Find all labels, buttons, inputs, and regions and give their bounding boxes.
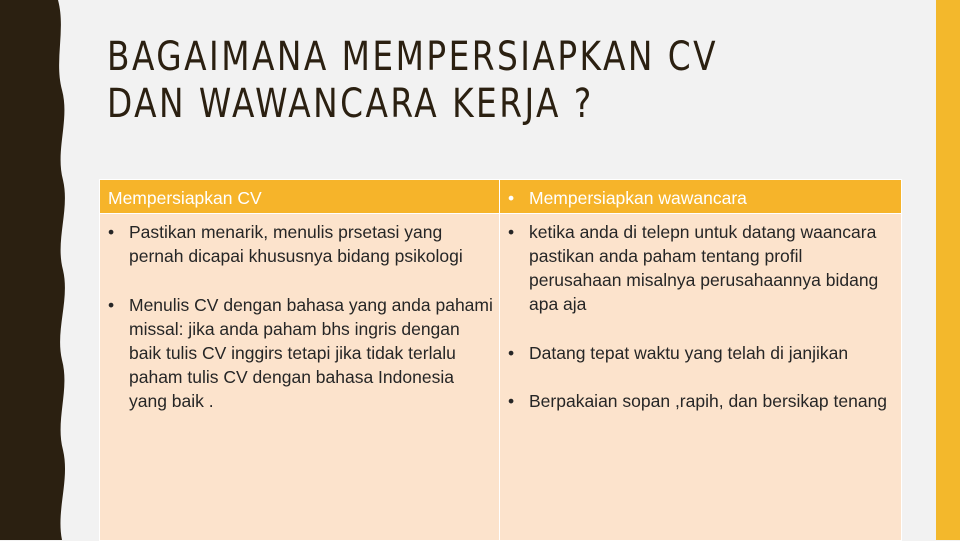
slide-title-line-2: DAN WAWANCARA KERJA ? [107, 81, 594, 127]
content-table [99, 179, 902, 541]
cell-cv-tips [100, 214, 500, 541]
list-item: • ketika anda di telepn untuk datang waancara pastikan anda paham tentang profil perusahaan misalnya perusahaannya bidang apa aja [508, 220, 895, 316]
cell-interview-tips [500, 214, 902, 541]
cv-tips-list [108, 220, 493, 413]
header-interview [500, 180, 902, 214]
list-item: • Pastikan menarik, menulis prsetasi yang pernah dicapai khususnya bidang psikologi [108, 220, 493, 268]
list-item: • Datang tepat waktu yang telah di janjikan [508, 341, 895, 365]
slide-title-line-1: BAGAIMANA MEMPERSIAPKAN CV [107, 34, 718, 80]
slide-title [107, 34, 763, 128]
list-item: • Berpakaian sopan ,rapih, dan bersikap tenang [508, 389, 895, 413]
table-body-row [100, 214, 902, 541]
interview-tips-list [508, 220, 895, 413]
decorative-right-bar [936, 0, 960, 540]
decorative-left-band [0, 0, 70, 540]
header-interview-label: • Mempersiapkan wawancara [508, 186, 893, 210]
table-header-row [100, 180, 902, 214]
header-cv: Mempersiapkan CV [100, 180, 500, 214]
list-item: • Menulis CV dengan bahasa yang anda pahami missal: jika anda paham bhs ingris dengan baik tulis CV inggirs tetapi jika tidak terlalu paham tulis CV dengan bahasa Indonesia yang baik . [108, 293, 493, 413]
